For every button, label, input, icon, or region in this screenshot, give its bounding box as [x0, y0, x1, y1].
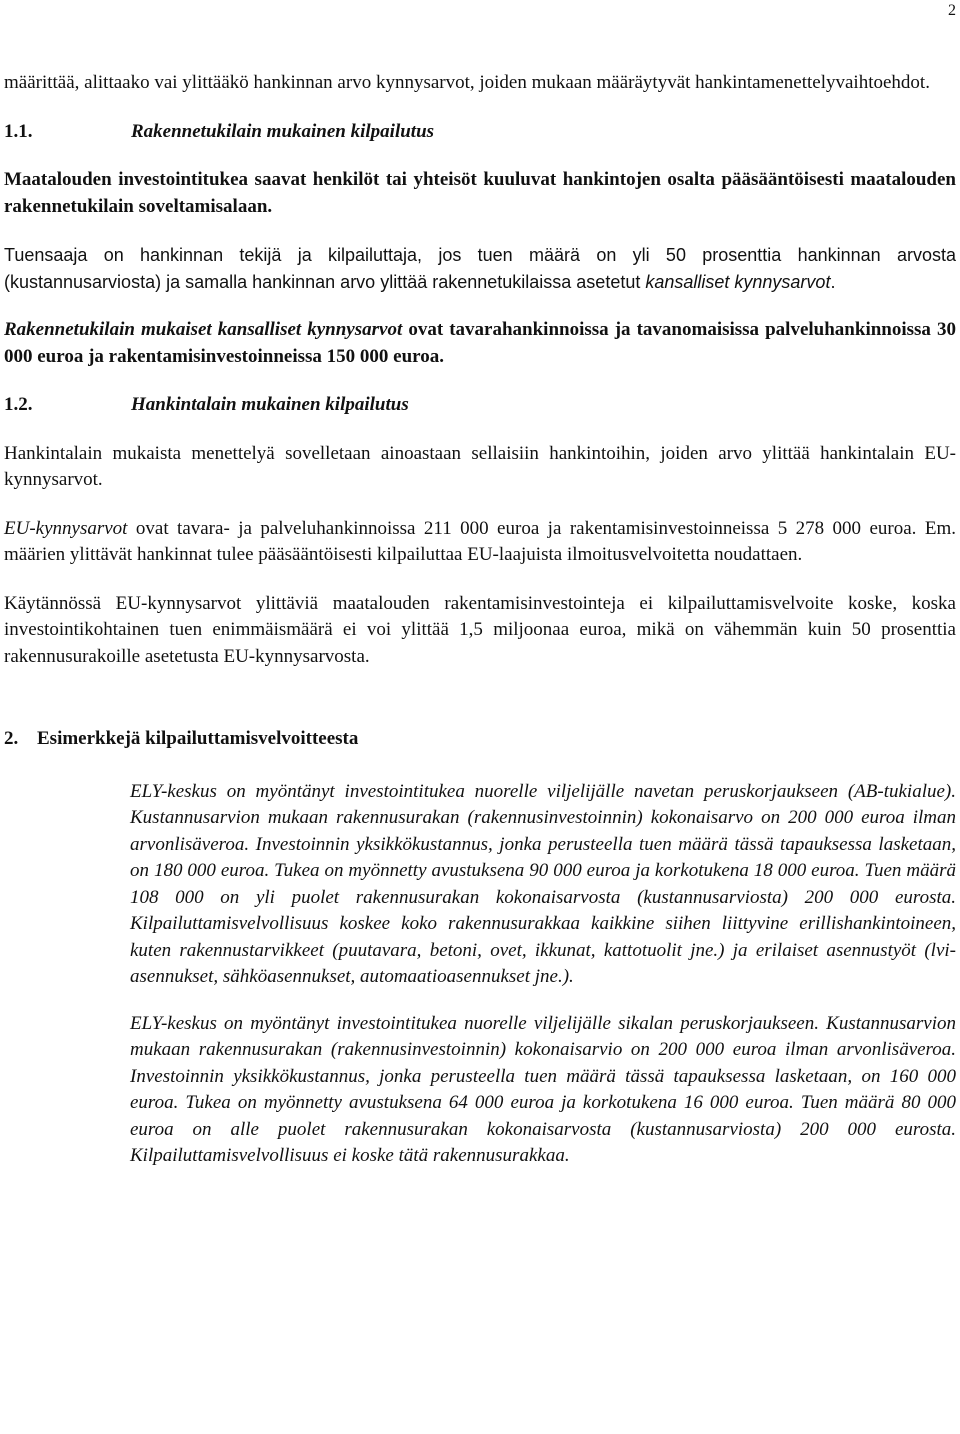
section-title: Hankintalain mukainen kilpailutus: [131, 394, 409, 415]
section-number: 1.1.: [4, 120, 33, 142]
paragraph-end: .: [830, 271, 836, 292]
paragraph-text: ovat tavarahankinnoissa ja tavanomaisissa palveluhankinnoissa 30 000 euroa ja rakentamisinvestoinneissa 150 000 euroa.: [4, 319, 956, 367]
example-navetta: ELY-keskus on myöntänyt investointitukea nuorelle viljelijälle navetan peruskorjaukseen (AB-tukialue). Kustannusarvion mukaan rakennusurakan (rakennusinvestoinnin) kokonaisarvo on 200 000 euroa ilman arvonlisäveroa. Investoinnin yksikkökustannus, jonka perusteella tuen määrä tässä tapauksessa lasketaan, on 180 000 euroa. Tukea on myönnetty avustuksena 90 000 euroa ja korkotukena 18 000 euroa. Tuen määrä 108 000 on yli puolet rakennusurakan kokonaisarvosta (kustannusarviosta) 200 000 eurosta. Kilpailuttamisvelvollisuus koskee koko rakennusurakkaa kaikkine siihen liittyvine erillishankintoineen, kuten rakennustarvikkeet (puutavara, betoni, ovet, ikkunat, kattotuolit jne.) ja erilaiset asennustyöt (lvi-asennukset, sähköasennukset, automaatioasennukset jne.).: [130, 780, 956, 987]
paragraph-eu-kynnysarvot: [4, 516, 956, 569]
intro-paragraph: määrittää, alittaako vai ylittääkö hankinnan arvo kynnysarvot, joiden mukaan määräytyvät hankintamenettelyvaihtoehdot.: [4, 72, 930, 93]
paragraph-text: ovat tavara- ja palveluhankinnoissa 211 000 euroa ja rakentamisinvestoinneissa 5 278 000 euroa. Em. määrien ylittävät hankinnat tulee pääsääntöisesti kilpailuttaa EU-laajuista ilmoitusvelvoitetta noudattaen.: [4, 517, 956, 565]
section-heading-1-1: [4, 119, 956, 146]
section-heading-2: [4, 726, 956, 753]
emphasis-kansalliset-kynnysarvot: kansalliset kynnysarvot: [645, 271, 831, 292]
paragraph-tuensaaja: [4, 242, 956, 295]
emphasis-eu-kynnysarvot: EU-kynnysarvot: [4, 517, 128, 539]
paragraph-text: Tuensaaja on hankinnan tekijä ja kilpailuttaja, jos tuen määrä on yli 50 prosenttia hankinnan arvosta (kustannusarviosta) ja samalla hankinnan arvo ylittää rakennetukilaissa asetetut: [4, 245, 956, 292]
section-number: 2.: [4, 728, 19, 749]
section-number: 1.2.: [4, 394, 33, 415]
section-heading-1-2: [4, 392, 956, 419]
example-sikala: ELY-keskus on myöntänyt investointitukea nuorelle viljelijälle sikalan peruskorjaukseen. Kustannusarvion mukaan rakennusurakan (rakennusinvestoinnin) kokonaisarvio on 200 000 euroa ilman arvonlisäveroa. Investoinnin yksikkökustannus, jonka perusteella tuen määrä tässä tapauksessa lasketaan, on 160 000 euroa. Tukea on myönnetty avustuksena 64 000 euroa ja korkotukena 16 000 euroa. Tuen määrä 80 000 euroa on alle puolet rakennusurakan kokonaisarvosta (kustannusarviosta) 200 000 eurosta. Kilpailuttamisvelvollisuus ei koske tätä rakennusurakkaa.: [130, 1012, 956, 1166]
document-body: [4, 70, 956, 1190]
page-number: 2: [948, 2, 956, 19]
paragraph-kaytannossa: Käytännössä EU-kynnysarvot ylittäviä maatalouden rakentamisinvestointeja ei kilpailuttamisvelvoite koske, koska investointikohtainen tuen enimmäismäärä ei voi ylittää 1,5 miljoonaa euroa, mikä on vähemmän kuin 50 prosenttia rakennusurakoille asetetusta EU-kynnysarvosta.: [4, 592, 956, 667]
paragraph-scope: Maatalouden investointitukea saavat henkilöt tai yhteisöt kuuluvat hankintojen osalta pääsääntöisesti maatalouden rakennetukilain soveltamisalaan.: [4, 169, 956, 217]
paragraph-hankintalaki: Hankintalain mukaista menettelyä sovelletaan ainoastaan sellaisiin hankintoihin, joiden arvo ylittää hankintalain EU-kynnysarvot.: [4, 442, 956, 490]
emphasis-term: Rakennetukilain mukaiset kansalliset kynnysarvot: [4, 319, 403, 340]
paragraph-kansalliset-kynnysarvot: [4, 317, 956, 370]
section-title: Esimerkkejä kilpailuttamisvelvoitteesta: [37, 728, 359, 749]
section-title: Rakennetukilain mukainen kilpailutus: [131, 120, 435, 142]
